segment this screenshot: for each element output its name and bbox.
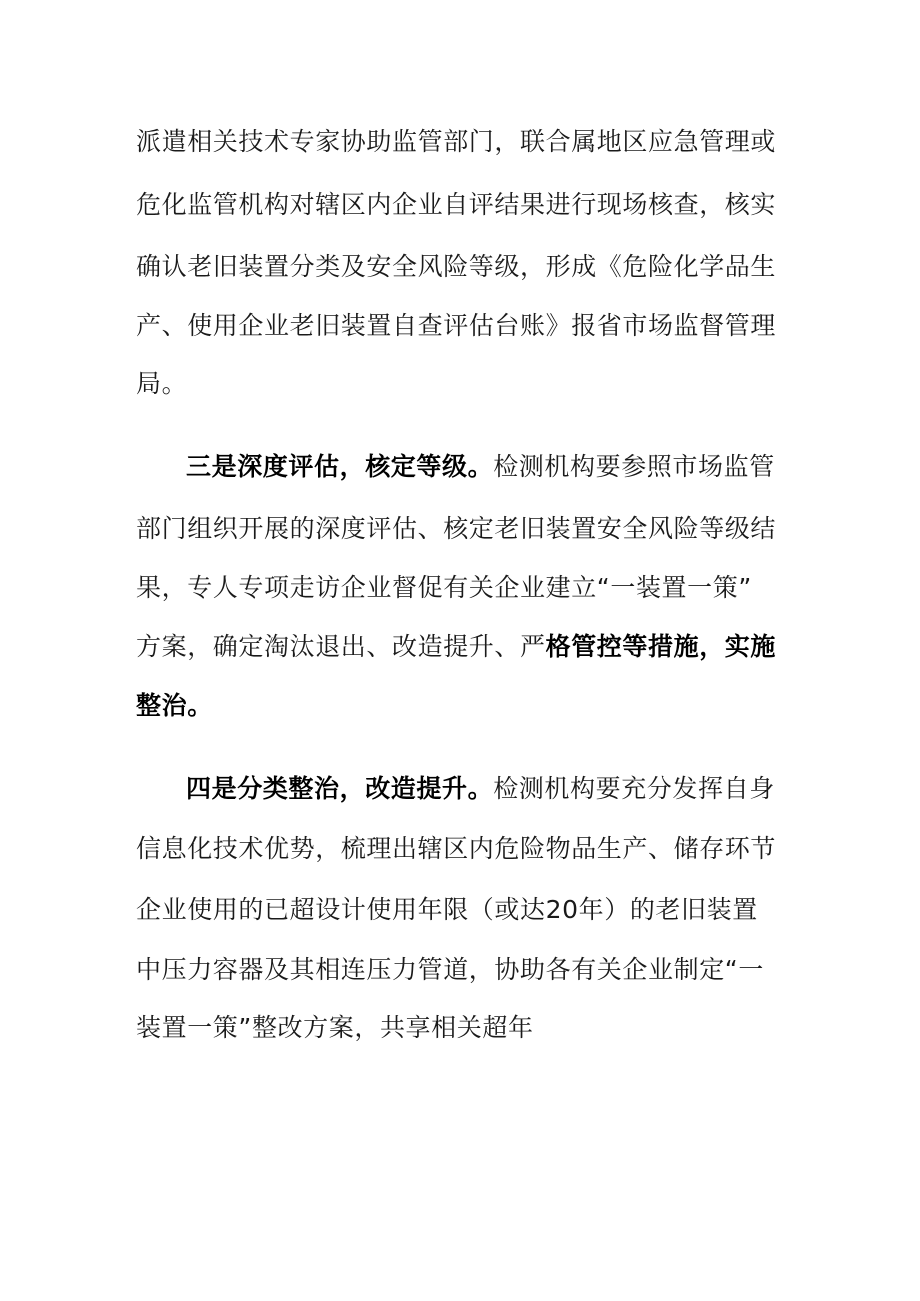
paragraph-3-line-1-text: 检测机构要充分发挥自身 [493,774,775,803]
paragraph-1-line-5: 局。 [136,369,188,398]
paragraph-2-line-4 [136,632,776,662]
paragraph-2-line-3: 果，专人专项走访企业督促有关企业建立“一装置一策” [136,573,752,602]
paragraph-3-line-5: 装置一策”整改方案，共享相关超年 [136,1013,534,1042]
paragraph-2-line-1 [186,452,775,482]
paragraph-2-line-4-text: 方案，确定淘汰退出、改造提升、严 [136,632,546,661]
paragraph-2-line-5: 整治。 [136,691,213,720]
paragraph-2-heading: 三是深度评估，核定等级。 [186,452,494,481]
paragraph-1-line-4: 产、使用企业老旧装置自查评估台账》报省市场监督管理 [136,311,777,340]
paragraph-3-line-2: 信息化技术优势，梳理出辖区内危险物品生产、储存环节 [136,834,777,863]
paragraph-2-line-2: 部门组织开展的深度评估、核定老旧装置安全风险等级结 [136,514,777,543]
paragraph-1-line-1: 派遣相关技术专家协助监管部门，联合属地区应急管理或 [136,127,777,156]
paragraph-2-line-1-text: 检测机构要参照市场监管 [493,452,775,481]
paragraph-1-line-2: 危化监管机构对辖区内企业自评结果进行现场核查，核实 [136,190,777,219]
paragraph-1-line-3: 确认老旧装置分类及安全风险等级，形成《危险化学品生 [136,252,777,281]
paragraph-3-line-1 [186,774,775,804]
paragraph-3-line-3: 企业使用的已超设计使用年限（或达20年）的老旧装置 [136,895,758,924]
paragraph-3-line-4: 中压力容器及其相连压力管道，协助各有关企业制定“一 [136,955,764,984]
paragraph-3-heading: 四是分类整治，改造提升。 [186,774,494,803]
paragraph-2-line-4-bold: 格管控等措施，实施 [545,632,777,661]
